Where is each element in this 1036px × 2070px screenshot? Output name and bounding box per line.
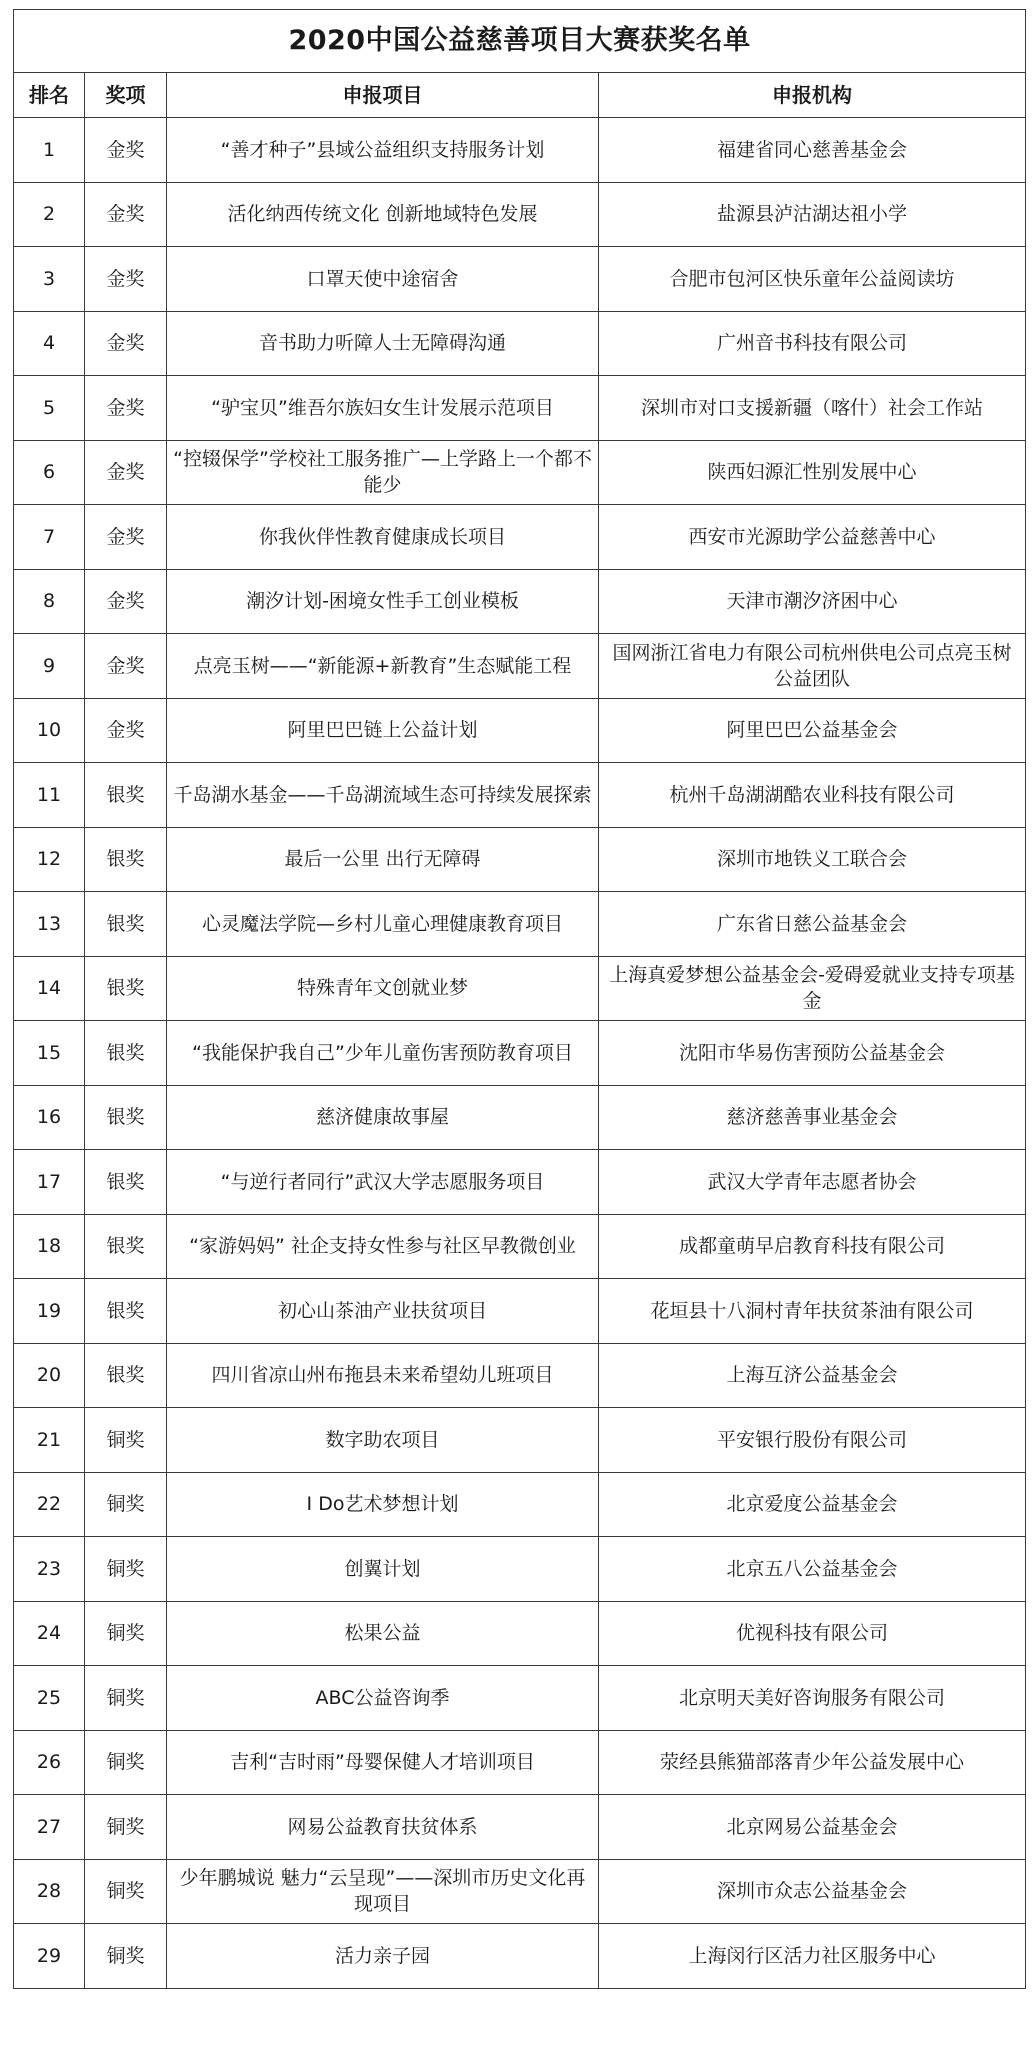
cell-project: 潮汐计划-困境女性手工创业模板 — [167, 569, 599, 634]
cell-org: 慈济慈善事业基金会 — [599, 1085, 1026, 1150]
cell-project: “驴宝贝”维吾尔族妇女生计发展示范项目 — [167, 376, 599, 441]
table-row — [14, 1601, 1026, 1666]
cell-org: 成都童萌早启教育科技有限公司 — [599, 1214, 1026, 1279]
cell-award: 铜奖 — [85, 1859, 167, 1924]
cell-project: 活力亲子园 — [167, 1924, 599, 1989]
cell-award: 金奖 — [85, 505, 167, 570]
table-row — [14, 956, 1026, 1021]
cell-award: 金奖 — [85, 698, 167, 763]
cell-rank: 18 — [14, 1214, 85, 1279]
table-row — [14, 376, 1026, 441]
table-row — [14, 118, 1026, 183]
cell-award: 铜奖 — [85, 1924, 167, 1989]
cell-award: 银奖 — [85, 1343, 167, 1408]
cell-award: 铜奖 — [85, 1408, 167, 1473]
cell-org: 沈阳市华易伤害预防公益基金会 — [599, 1021, 1026, 1086]
cell-rank: 28 — [14, 1859, 85, 1924]
cell-project: “与逆行者同行”武汉大学志愿服务项目 — [167, 1150, 599, 1215]
cell-award: 银奖 — [85, 892, 167, 957]
cell-rank: 2 — [14, 182, 85, 247]
cell-rank: 9 — [14, 634, 85, 699]
cell-award: 银奖 — [85, 1150, 167, 1215]
cell-org: 上海真爱梦想公益基金会-爱碍爱就业支持专项基金 — [599, 956, 1026, 1021]
cell-org: 上海闵行区活力社区服务中心 — [599, 1924, 1026, 1989]
cell-rank: 6 — [14, 440, 85, 505]
cell-rank: 8 — [14, 569, 85, 634]
table-row — [14, 247, 1026, 312]
cell-award: 银奖 — [85, 1021, 167, 1086]
cell-rank: 29 — [14, 1924, 85, 1989]
cell-award: 银奖 — [85, 956, 167, 1021]
table-row — [14, 763, 1026, 828]
cell-rank: 24 — [14, 1601, 85, 1666]
cell-org: 盐源县泸沽湖达祖小学 — [599, 182, 1026, 247]
table-row — [14, 1214, 1026, 1279]
cell-org: 平安银行股份有限公司 — [599, 1408, 1026, 1473]
cell-org: 北京网易公益基金会 — [599, 1795, 1026, 1860]
cell-org: 深圳市众志公益基金会 — [599, 1859, 1026, 1924]
cell-org: 优视科技有限公司 — [599, 1601, 1026, 1666]
cell-rank: 4 — [14, 311, 85, 376]
table-row — [14, 1279, 1026, 1344]
cell-rank: 25 — [14, 1666, 85, 1731]
table-row — [14, 698, 1026, 763]
cell-org: 北京五八公益基金会 — [599, 1537, 1026, 1602]
cell-award: 铜奖 — [85, 1795, 167, 1860]
cell-rank: 1 — [14, 118, 85, 183]
cell-award: 银奖 — [85, 1279, 167, 1344]
cell-project: 最后一公里 出行无障碍 — [167, 827, 599, 892]
table-row — [14, 892, 1026, 957]
cell-project: 四川省凉山州布拖县未来希望幼儿班项目 — [167, 1343, 599, 1408]
cell-org: 国网浙江省电力有限公司杭州供电公司点亮玉树公益团队 — [599, 634, 1026, 699]
cell-org: 广州音书科技有限公司 — [599, 311, 1026, 376]
cell-project: I Do艺术梦想计划 — [167, 1472, 599, 1537]
cell-project: 网易公益教育扶贫体系 — [167, 1795, 599, 1860]
table-row — [14, 1859, 1026, 1924]
cell-rank: 26 — [14, 1730, 85, 1795]
cell-award: 金奖 — [85, 376, 167, 441]
header-org: 申报机构 — [599, 73, 1026, 118]
cell-org: 北京爱度公益基金会 — [599, 1472, 1026, 1537]
cell-award: 银奖 — [85, 1085, 167, 1150]
header-award: 奖项 — [85, 73, 167, 118]
table-row — [14, 1408, 1026, 1473]
cell-org: 广东省日慈公益基金会 — [599, 892, 1026, 957]
table-row — [14, 1021, 1026, 1086]
cell-project: 音书助力听障人士无障碍沟通 — [167, 311, 599, 376]
cell-rank: 5 — [14, 376, 85, 441]
cell-project: 少年鹏城说 魅力“云呈现”——深圳市历史文化再现项目 — [167, 1859, 599, 1924]
cell-project: “家游妈妈” 社企支持女性参与社区早教微创业 — [167, 1214, 599, 1279]
cell-project: 阿里巴巴链上公益计划 — [167, 698, 599, 763]
cell-org: 天津市潮汐济困中心 — [599, 569, 1026, 634]
cell-org: 西安市光源助学公益慈善中心 — [599, 505, 1026, 570]
title-row — [14, 10, 1026, 73]
page-title: 2020中国公益慈善项目大赛获奖名单 — [14, 10, 1026, 73]
cell-org: 阿里巴巴公益基金会 — [599, 698, 1026, 763]
cell-project: 千岛湖水基金——千岛湖流域生态可持续发展探索 — [167, 763, 599, 828]
cell-award: 铜奖 — [85, 1601, 167, 1666]
cell-org: 陕西妇源汇性别发展中心 — [599, 440, 1026, 505]
table-row — [14, 634, 1026, 699]
table-row — [14, 1537, 1026, 1602]
cell-project: 创翼计划 — [167, 1537, 599, 1602]
table-row — [14, 182, 1026, 247]
award-table — [13, 9, 1026, 1989]
cell-rank: 20 — [14, 1343, 85, 1408]
cell-award: 银奖 — [85, 827, 167, 892]
cell-org: 花垣县十八洞村青年扶贫茶油有限公司 — [599, 1279, 1026, 1344]
cell-project: “我能保护我自己”少年儿童伤害预防教育项目 — [167, 1021, 599, 1086]
table-row — [14, 1795, 1026, 1860]
table-row — [14, 827, 1026, 892]
cell-project: 你我伙伴性教育健康成长项目 — [167, 505, 599, 570]
cell-project: 活化纳西传统文化 创新地域特色发展 — [167, 182, 599, 247]
cell-rank: 16 — [14, 1085, 85, 1150]
cell-project: 口罩天使中途宿舍 — [167, 247, 599, 312]
table-row — [14, 505, 1026, 570]
cell-rank: 10 — [14, 698, 85, 763]
cell-rank: 22 — [14, 1472, 85, 1537]
table-row — [14, 1472, 1026, 1537]
table-row — [14, 311, 1026, 376]
cell-rank: 15 — [14, 1021, 85, 1086]
cell-org: 上海互济公益基金会 — [599, 1343, 1026, 1408]
table-row — [14, 1150, 1026, 1215]
header-rank: 排名 — [14, 73, 85, 118]
cell-project: 慈济健康故事屋 — [167, 1085, 599, 1150]
table-row — [14, 440, 1026, 505]
cell-award: 银奖 — [85, 763, 167, 828]
table-row — [14, 1085, 1026, 1150]
cell-rank: 7 — [14, 505, 85, 570]
cell-project: 点亮玉树——“新能源+新教育”生态赋能工程 — [167, 634, 599, 699]
header-project: 申报项目 — [167, 73, 599, 118]
cell-rank: 21 — [14, 1408, 85, 1473]
cell-rank: 19 — [14, 1279, 85, 1344]
cell-award: 金奖 — [85, 569, 167, 634]
cell-award: 金奖 — [85, 247, 167, 312]
cell-award: 金奖 — [85, 182, 167, 247]
cell-rank: 3 — [14, 247, 85, 312]
cell-rank: 12 — [14, 827, 85, 892]
cell-award: 金奖 — [85, 118, 167, 183]
cell-rank: 27 — [14, 1795, 85, 1860]
cell-award: 铜奖 — [85, 1666, 167, 1731]
cell-award: 铜奖 — [85, 1730, 167, 1795]
cell-award: 金奖 — [85, 311, 167, 376]
cell-project: 初心山茶油产业扶贫项目 — [167, 1279, 599, 1344]
award-list-sheet — [13, 9, 1025, 2061]
cell-org: 北京明天美好咨询服务有限公司 — [599, 1666, 1026, 1731]
cell-org: 荥经县熊猫部落青少年公益发展中心 — [599, 1730, 1026, 1795]
cell-project: ABC公益咨询季 — [167, 1666, 599, 1731]
cell-project: 心灵魔法学院—乡村儿童心理健康教育项目 — [167, 892, 599, 957]
cell-award: 金奖 — [85, 440, 167, 505]
cell-project: 特殊青年文创就业梦 — [167, 956, 599, 1021]
cell-project: 吉利“吉时雨”母婴保健人才培训项目 — [167, 1730, 599, 1795]
cell-org: 深圳市地铁义工联合会 — [599, 827, 1026, 892]
cell-award: 铜奖 — [85, 1472, 167, 1537]
cell-award: 银奖 — [85, 1214, 167, 1279]
table-row — [14, 569, 1026, 634]
cell-org: 杭州千岛湖湖酷农业科技有限公司 — [599, 763, 1026, 828]
cell-award: 铜奖 — [85, 1537, 167, 1602]
cell-project: “控辍保学”学校社工服务推广—上学路上一个都不能少 — [167, 440, 599, 505]
table-body — [14, 118, 1026, 1989]
table-row — [14, 1666, 1026, 1731]
cell-project: “善才种子”县域公益组织支持服务计划 — [167, 118, 599, 183]
cell-org: 福建省同心慈善基金会 — [599, 118, 1026, 183]
table-row — [14, 1924, 1026, 1989]
cell-rank: 23 — [14, 1537, 85, 1602]
cell-org: 武汉大学青年志愿者协会 — [599, 1150, 1026, 1215]
cell-project: 松果公益 — [167, 1601, 599, 1666]
cell-rank: 17 — [14, 1150, 85, 1215]
table-row — [14, 1730, 1026, 1795]
cell-org: 深圳市对口支援新疆（喀什）社会工作站 — [599, 376, 1026, 441]
header-row — [14, 73, 1026, 118]
cell-rank: 14 — [14, 956, 85, 1021]
cell-rank: 11 — [14, 763, 85, 828]
table-row — [14, 1343, 1026, 1408]
cell-rank: 13 — [14, 892, 85, 957]
cell-org: 合肥市包河区快乐童年公益阅读坊 — [599, 247, 1026, 312]
cell-project: 数字助农项目 — [167, 1408, 599, 1473]
cell-award: 金奖 — [85, 634, 167, 699]
